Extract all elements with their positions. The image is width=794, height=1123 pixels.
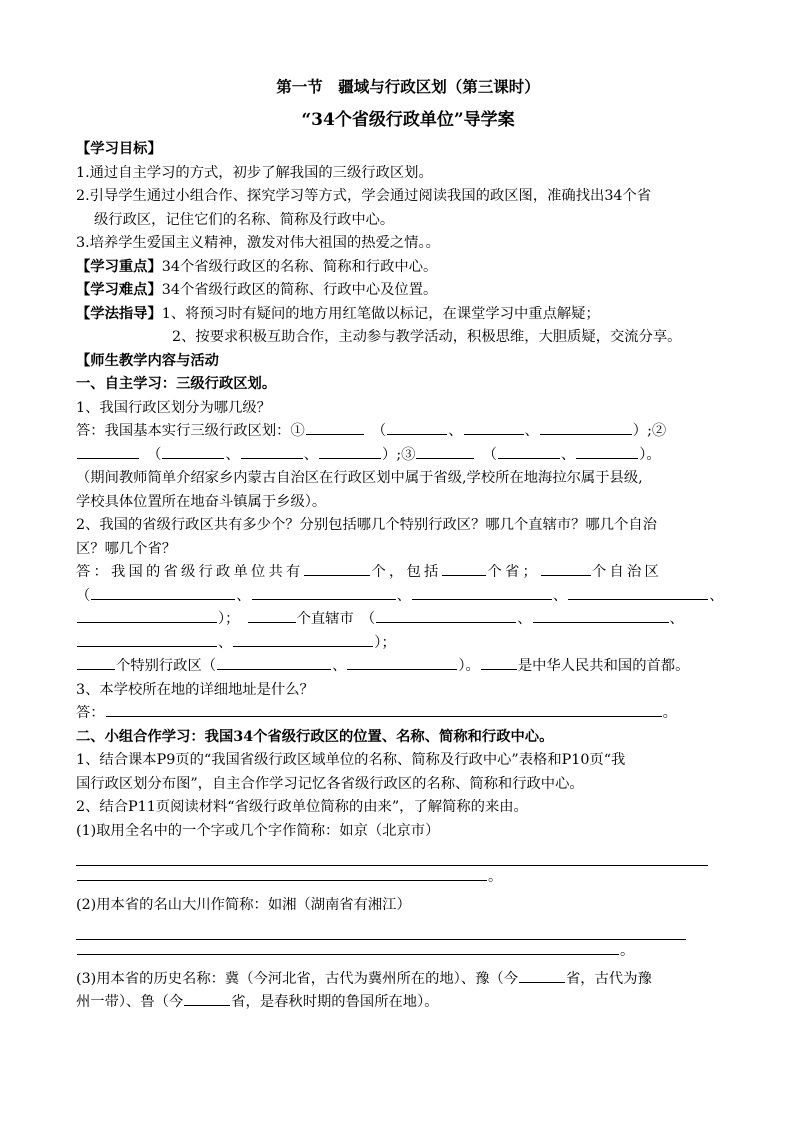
goal-item-3: 3.培养学生爱国主义精神，激发对伟大祖国的热爱之情。。	[76, 235, 440, 251]
difficulty-text: 34个省级行政区的简称、行政中心及位置。	[161, 282, 438, 298]
blank-field[interactable]	[77, 632, 217, 647]
blank-field[interactable]	[519, 968, 565, 983]
blank-field[interactable]	[481, 655, 517, 670]
part1-heading: 一、自主学习：三级行政区划。	[76, 376, 277, 392]
answer-2-text: 个特别行政区	[116, 658, 202, 674]
blank-field[interactable]	[91, 585, 235, 600]
blank-field[interactable]	[442, 561, 486, 576]
goals-heading: 【学习目标】	[76, 141, 162, 157]
key-point-text: 34个省级行政区的名称、简称和行政中心。	[161, 258, 438, 275]
blank-field[interactable]	[304, 561, 370, 576]
answer-3-prefix: 答：	[76, 705, 105, 721]
blank-field[interactable]	[77, 866, 487, 881]
answer-2-text: 个直辖市	[296, 611, 354, 627]
answer-2-line-1	[76, 561, 724, 585]
blank-field[interactable]	[106, 702, 662, 717]
sub-item-3-line-2	[76, 991, 724, 1015]
blank-field[interactable]	[306, 420, 364, 435]
sub-item-3-line-1	[76, 968, 724, 992]
blank-field[interactable]	[77, 940, 619, 955]
goal-item-1: 1.通过自主学习的方式，初步了解我国的三级行政区划。	[76, 164, 433, 181]
method-line-2: 2、按要求积极互助合作，主动参与教学活动，积极思维，大胆质疑，交流分享。	[172, 329, 682, 345]
blank-field[interactable]	[533, 608, 669, 623]
goal-item-2: 2.引导学生通过小组合作、探究学习等方式，学会通过阅读我国的政区图，准确找出34个省	[76, 188, 652, 204]
question-1: 1、我国行政区划分为哪几级？	[76, 399, 271, 416]
answer-2-line-4: 、 ）；	[76, 632, 724, 656]
note-line-2: 学校具体位置所在地奋斗镇属于乡级）。	[76, 493, 327, 510]
key-point-label: 【学习重点】	[76, 258, 162, 275]
key-point	[76, 256, 724, 280]
answer-2-line-5: 个特别行政区（ 、 ）。 是中华人民共和国的首都。	[76, 655, 724, 679]
answer-1-prefix: 答：我国基本实行三级行政区划：①	[76, 423, 305, 439]
answer-2-text: 答：我国的省级行政单位共有	[76, 564, 304, 580]
blank-field[interactable]	[248, 608, 296, 623]
blank-field[interactable]	[498, 444, 560, 459]
blank-field[interactable]	[540, 420, 632, 435]
blank-field[interactable]	[319, 444, 381, 459]
page-subtitle: “34个省级行政单位”导学案	[301, 110, 515, 130]
circle-2: ②	[651, 423, 667, 439]
blank-field[interactable]	[252, 585, 396, 600]
blank-field[interactable]	[568, 585, 708, 600]
blank-field[interactable]	[217, 655, 331, 670]
answer-rule-line: 。	[76, 940, 724, 964]
answer-2-text: 是中华人民共和国的首都。	[517, 658, 690, 674]
blank-field[interactable]	[77, 608, 217, 623]
part2-heading: 二、小组合作学习：我国34个省级行政区的位置、名称、简称和行政中心。	[76, 728, 554, 745]
part2-para-1a: 1、结合课本P9页的“我国省级行政区域单位的名称、简称及行政中心”表格和P10页“我	[76, 752, 626, 768]
answer-2-text: 个，包括	[371, 564, 442, 580]
question-3: 3、本学校所在地的详细地址是什么？	[76, 681, 314, 698]
answer-2-text: 个自治区	[591, 564, 662, 580]
blank-field[interactable]	[376, 608, 516, 623]
sub-item-3-text: (3)用本省的历史名称：冀（今河北省，古代为冀州所在的地）、豫（今	[76, 970, 519, 987]
answer-1-line-1: 答：我国基本实行三级行政区划：① （ 、 、 ）;②	[76, 420, 724, 444]
part2-para-1b: 国行政区划分布图”，自主合作学习记忆各省级行政区的名称、简称和行政中心。	[76, 775, 584, 792]
blank-field[interactable]	[77, 444, 139, 459]
blank-field[interactable]	[412, 585, 552, 600]
method	[76, 303, 724, 327]
blank-field[interactable]	[347, 655, 457, 670]
method-line-1: 1、将预习时有疑问的地方用红笔做以标记，在课堂学习中重点解疑；	[161, 305, 600, 322]
blank-field[interactable]	[184, 991, 230, 1006]
blank-field[interactable]	[77, 655, 115, 670]
answer-rule[interactable]	[76, 917, 686, 940]
blank-field[interactable]	[416, 444, 474, 459]
blank-field[interactable]	[576, 444, 638, 459]
method-label: 【学法指导】	[76, 305, 162, 322]
note-line-1: （期间教师简单介绍家乡内蒙古自治区在行政区划中属于省级,学校所在地海拉尔属于县级,	[76, 470, 643, 486]
answer-3: 答： 。	[76, 702, 724, 726]
answer-2-text: 个省；	[487, 564, 540, 580]
sub-item-1: (1)取用全名中的一个字或几个字作简称：如京（北京市）	[76, 822, 440, 839]
sub-item-2: (2)用本省的名山大川作简称：如湘（湖南省有湘江）	[76, 896, 411, 913]
sub-item-3-text: 州一带）、鲁（今	[76, 994, 184, 1010]
circle-3: ③	[401, 446, 416, 463]
activities-heading: 【师生教学内容与活动	[76, 352, 219, 369]
answer-1-line-2: （ 、 、 ）;③ （ 、 ）。	[76, 444, 724, 468]
question-2-line-2: 区？哪几个省？	[76, 540, 177, 557]
blank-field[interactable]	[541, 561, 591, 576]
blank-field[interactable]	[233, 632, 373, 647]
page-title: 第一节 疆域与行政区划（第三课时）	[276, 77, 540, 96]
part2-para-2: 2、结合P11页阅读材料“省级行政单位简称的由来”，了解简称的来由。	[76, 799, 528, 815]
blank-field[interactable]	[387, 420, 447, 435]
answer-2-line-2: （ 、 、 、 、	[76, 585, 724, 609]
question-2-line-1: 2、我国的省级行政区共有多少个？分别包括哪几个特别行政区？哪几个直辖市？哪几个自治	[76, 517, 657, 533]
answer-rule-line: 。	[76, 866, 724, 890]
goal-item-2-cont: 级行政区，记住它们的名称、简称及行政中心。	[94, 211, 395, 228]
difficulty	[76, 279, 724, 303]
worksheet-page	[76, 76, 724, 1015]
blank-field[interactable]	[241, 444, 303, 459]
blank-field[interactable]	[464, 420, 524, 435]
difficulty-label: 【学习难点】	[76, 282, 162, 298]
answer-2-line-3: ）； 个直辖市 （ 、 、	[76, 608, 724, 632]
answer-rule[interactable]	[76, 843, 708, 866]
sub-item-3-text: 省，是春秋时期的鲁国所在地）。	[231, 994, 439, 1010]
blank-field[interactable]	[162, 444, 224, 459]
sub-item-3-text: 省，古代为豫	[566, 970, 652, 987]
